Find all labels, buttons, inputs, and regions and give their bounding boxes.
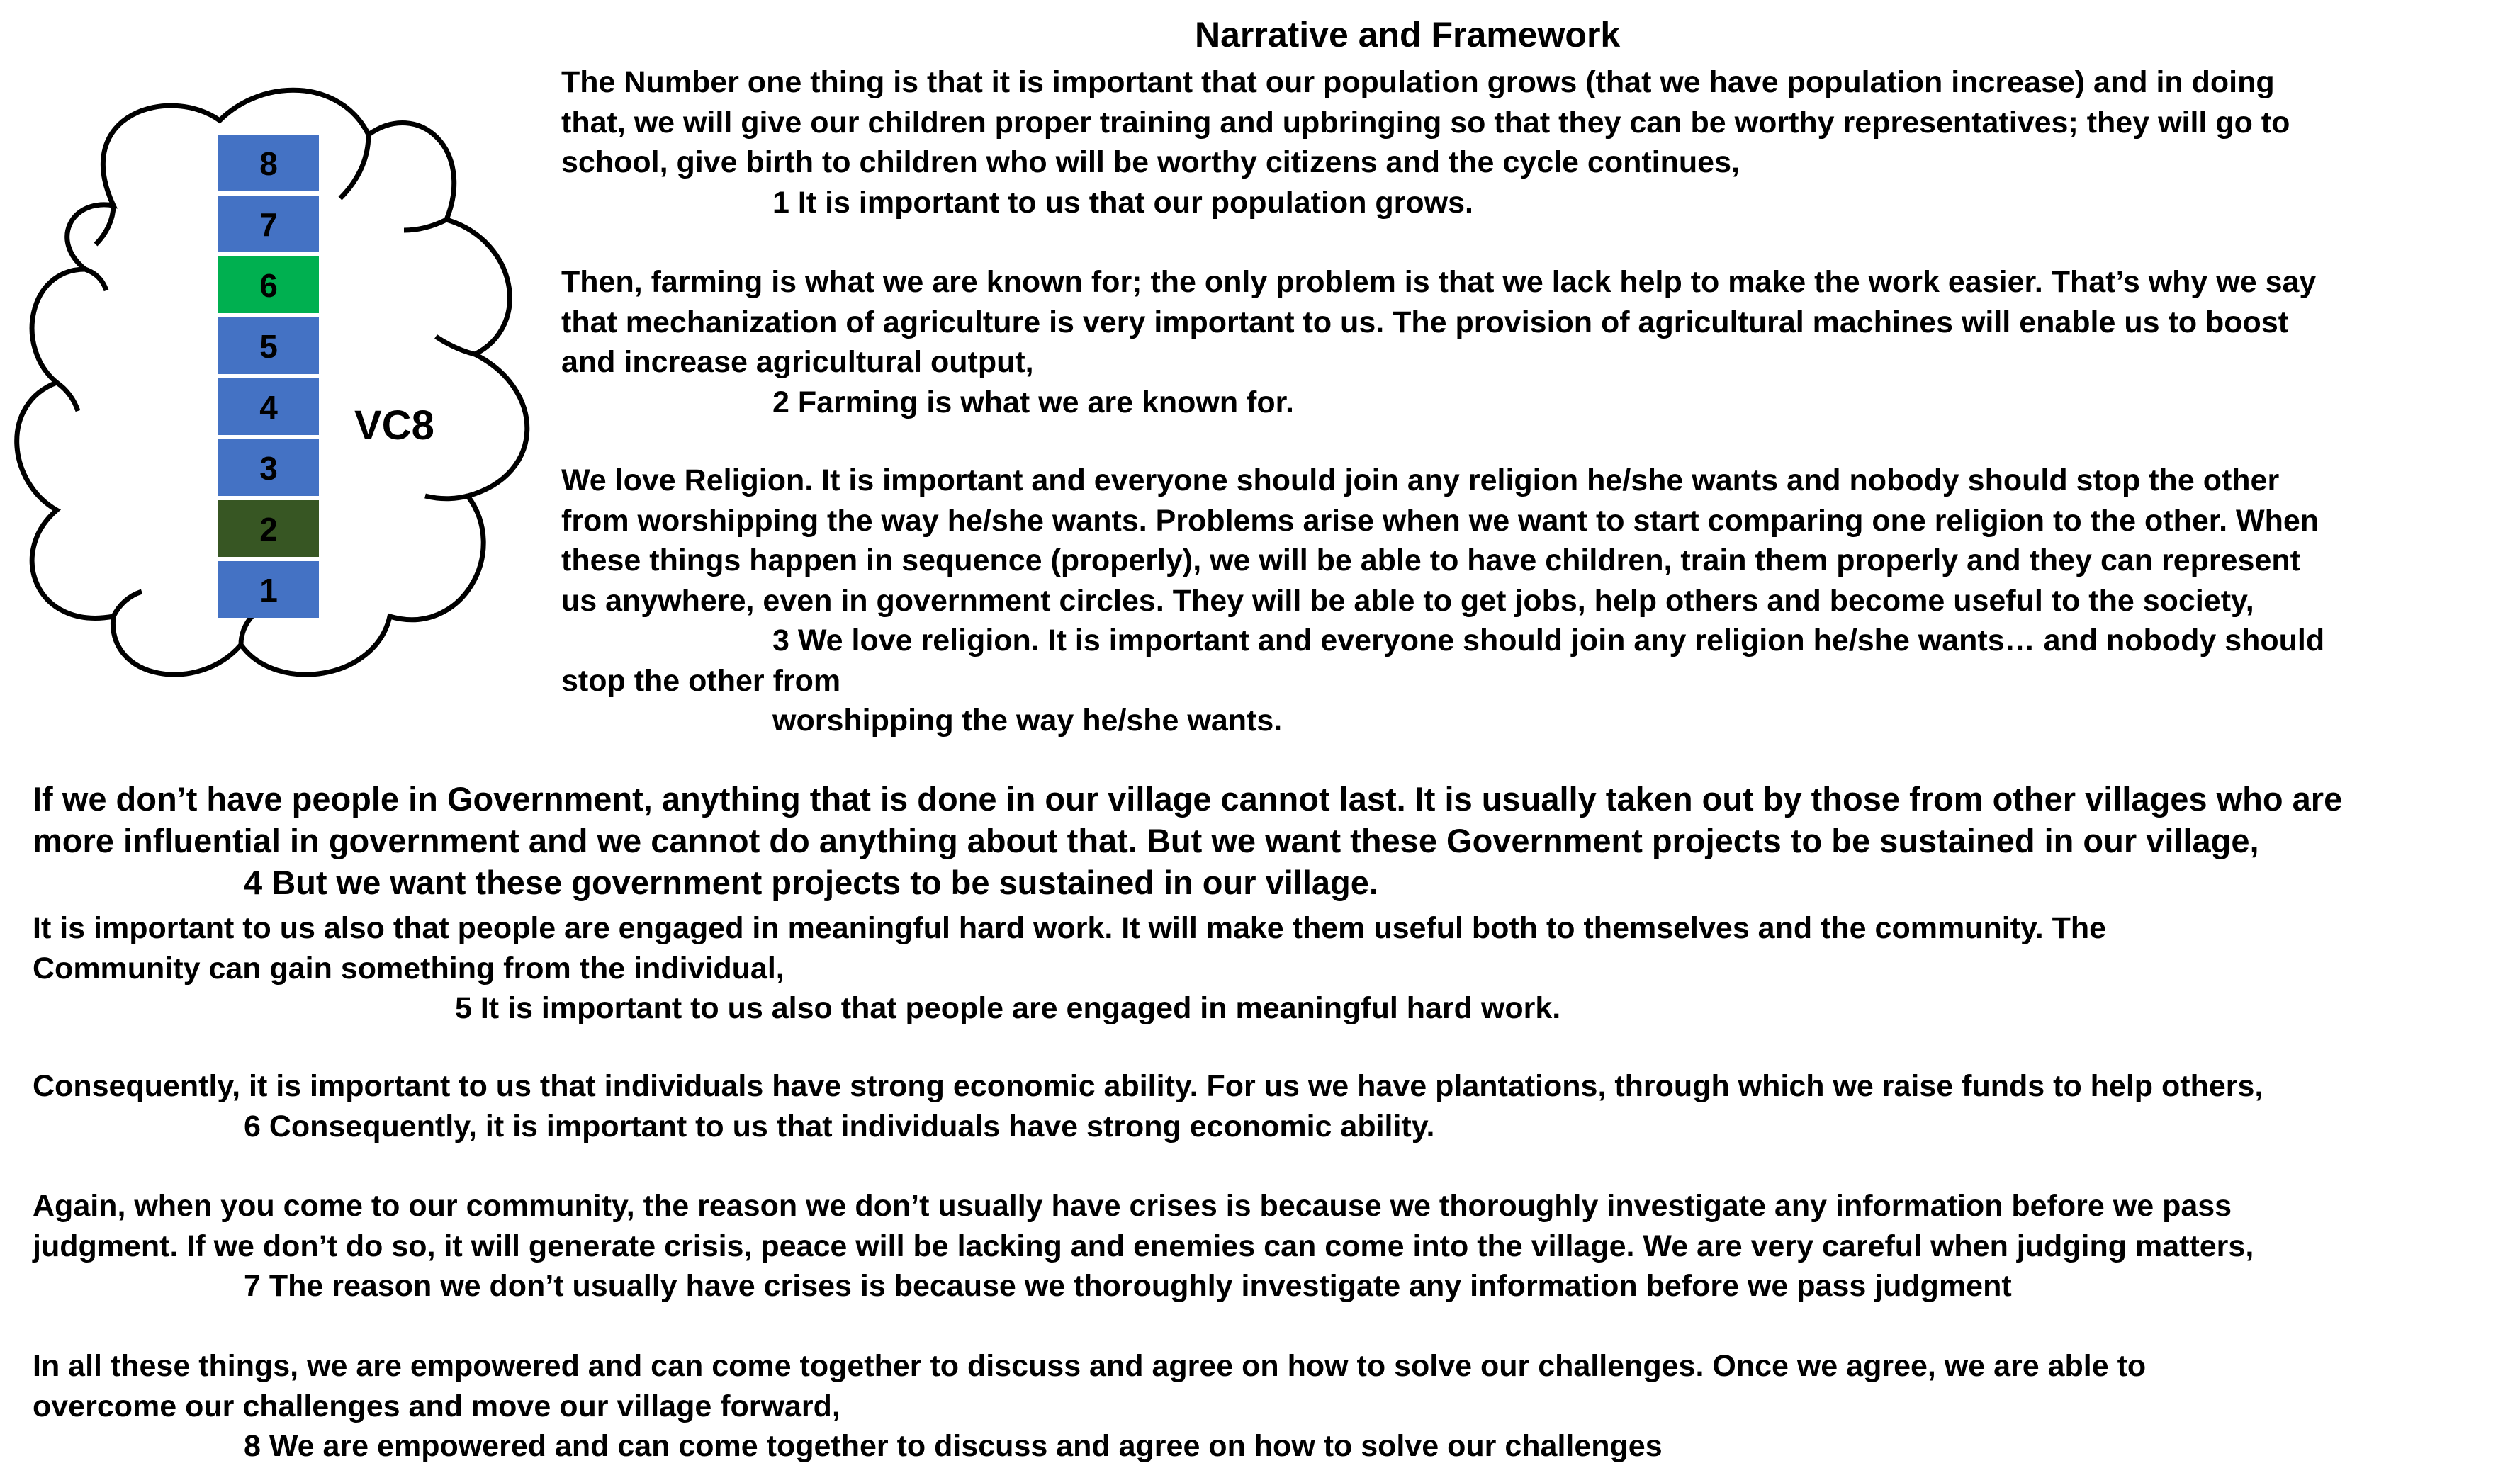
- paragraph-7: [33, 1186, 2513, 1306]
- level-number-1: 1: [259, 572, 278, 609]
- paragraph-6: [33, 1066, 2513, 1146]
- paragraph-line: more influential in government and we cannot do anything about that. But we want these Government projects to be sustained in our village,: [33, 822, 2259, 859]
- paragraph-line: Again, when you come to our community, the reason we don’t usually have crises is because we thoroughly investigate any information before we pass: [33, 1189, 2232, 1223]
- paragraph-2: [561, 262, 2517, 422]
- paragraph-line: and increase agricultural output,: [561, 345, 1034, 379]
- summary-3-line: worshipping the way he/she wants.: [772, 704, 1283, 738]
- summary-3-line: stop the other from: [561, 663, 841, 698]
- summary-5: 5 It is important to us also that people are engaged in meaningful hard work.: [455, 991, 1561, 1025]
- paragraph-1: [561, 62, 2517, 222]
- level-number-3: 3: [259, 450, 278, 487]
- level-number-4: 4: [259, 389, 278, 426]
- paragraph-line: overcome our challenges and move our village forward,: [33, 1389, 840, 1423]
- paragraph-line: If we don’t have people in Government, anything that is done in our village cannot last. It is usually taken out by those from other villages who are: [33, 780, 2343, 818]
- summary-1: 1 It is important to us that our population grows.: [772, 185, 1473, 220]
- level-number-2: 2: [259, 511, 278, 548]
- paragraph-line: that mechanization of agriculture is very important to us. The provision of agricultural machines will enable us to boost: [561, 305, 2289, 339]
- summary-6: 6 Consequently, it is important to us that individuals have strong economic ability.: [244, 1109, 1435, 1144]
- paragraph-8: [33, 1346, 2513, 1467]
- paragraph-line: Community can gain something from the individual,: [33, 951, 784, 986]
- paragraph-line: It is important to us also that people are engaged in meaningful hard work. It will make them useful both to themselves and the community. The: [33, 911, 2107, 945]
- paragraph-5: [33, 908, 2513, 1029]
- summary-8: 8 We are empowered and can come together to discuss and agree on how to solve our challenges: [244, 1429, 1663, 1463]
- summary-2: 2 Farming is what we are known for.: [772, 385, 1294, 419]
- level-number-8: 8: [259, 145, 278, 182]
- paragraph-line: school, give birth to children who will be worthy citizens and the cycle continues,: [561, 145, 1740, 179]
- vc-label: VC8: [354, 402, 434, 448]
- paragraph-line: these things happen in sequence (properly), we will be able to have children, train them properly and they can represent: [561, 543, 2300, 577]
- level-number-5: 5: [259, 328, 278, 365]
- paragraph-4: [33, 778, 2513, 903]
- vc8-cloud-diagram: [7, 57, 546, 708]
- paragraph-line: We love Religion. It is important and everyone should join any religion he/she wants and nobody should stop the other: [561, 463, 2280, 497]
- paragraph-line: Consequently, it is important to us that individuals have strong economic ability. For us we have plantations, through which we raise funds to help others,: [33, 1069, 2263, 1103]
- page-title: Narrative and Framework: [1195, 15, 1621, 55]
- summary-4: 4 But we want these government projects to be sustained in our village.: [244, 864, 1378, 901]
- paragraph-line: judgment. If we don’t do so, it will generate crisis, peace will be lacking and enemies can come into the village. We are very careful when judging matters,: [33, 1229, 2254, 1263]
- paragraph-line: In all these things, we are empowered and can come together to discuss and agree on how to solve our challenges. Once we agree, we are able to: [33, 1349, 2147, 1383]
- paragraph-line: Then, farming is what we are known for; the only problem is that we lack help to make the work easier. That’s why we say: [561, 265, 2317, 299]
- paragraph-line: us anywhere, even in government circles. They will be able to get jobs, help others and become useful to the society,: [561, 583, 2254, 618]
- paragraph-line: from worshipping the way he/she wants. Problems arise when we want to start comparing one religion to the other. When: [561, 503, 2319, 538]
- paragraph-3: [561, 461, 2517, 741]
- cloud-tick: [425, 496, 468, 499]
- level-number-7: 7: [259, 206, 278, 243]
- paragraph-line: that, we will give our children proper training and upbringing so that they can be worthy representatives; they will go to: [561, 105, 2290, 140]
- level-number-6: 6: [259, 267, 278, 304]
- summary-3-line: 3 We love religion. It is important and everyone should join any religion he/she wants… and nobody should: [772, 623, 2325, 657]
- summary-7: 7 The reason we don’t usually have crises is because we thoroughly investigate any information before we pass judgment: [244, 1269, 2012, 1303]
- paragraph-line: The Number one thing is that it is important that our population grows (that we have population increase) and in doing: [561, 65, 2275, 99]
